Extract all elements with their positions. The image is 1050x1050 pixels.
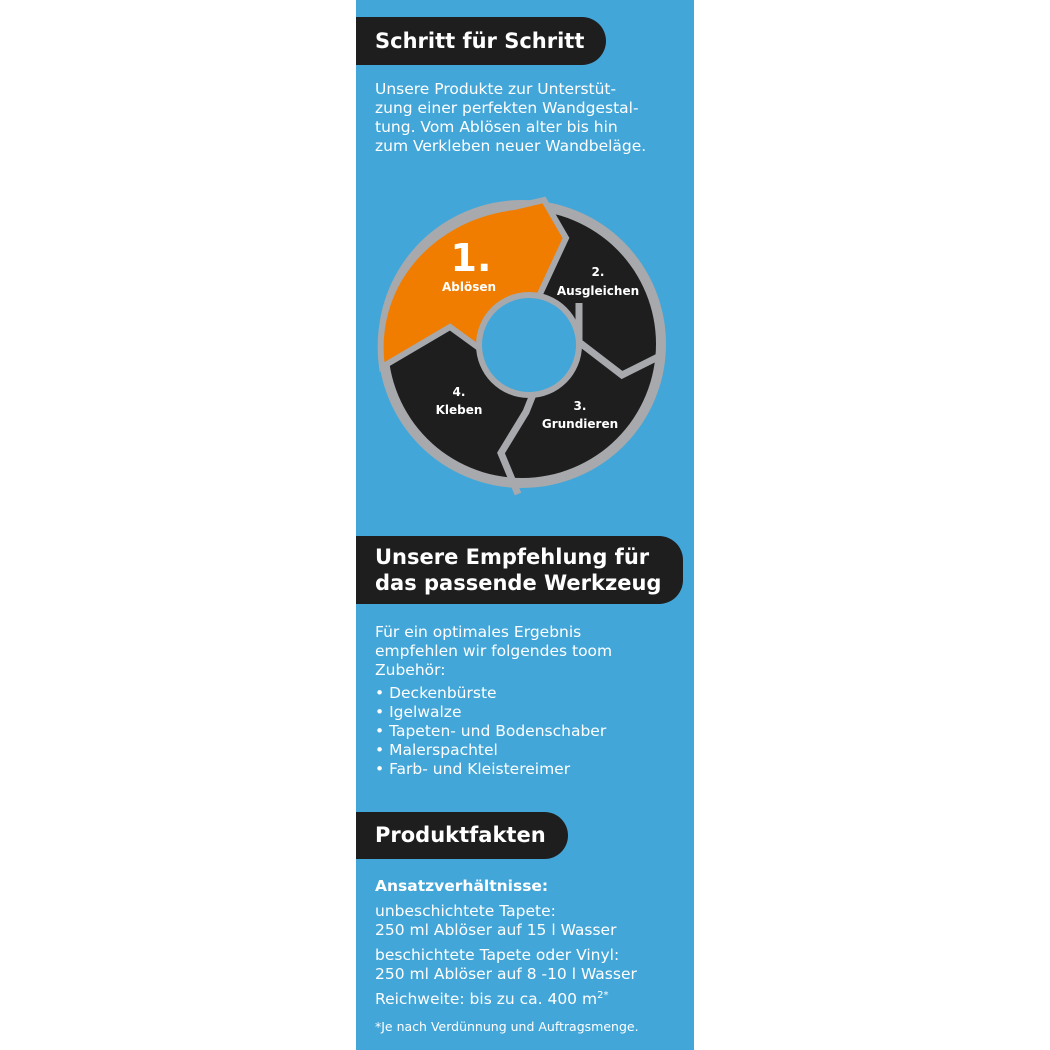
facts-line: unbeschichtete Tapete:: [375, 902, 556, 920]
recommendation-line: Für ein optimales Ergebnis: [375, 623, 582, 641]
section-title-line: das passende Werkzeug: [375, 571, 662, 595]
list-item: • Malerspachtel: [375, 741, 498, 759]
reach-text: Reichweite: bis zu ca. 400 m: [375, 990, 598, 1008]
list-item: • Deckenbürste: [375, 684, 497, 702]
list-item: • Tapeten- und Bodenschaber: [375, 722, 607, 740]
facts-line: 250 ml Ablöser auf 8 -10 l Wasser: [375, 965, 637, 983]
footnote: *Je nach Verdünnung und Auftragsmenge.: [375, 1019, 639, 1034]
facts-line: 250 ml Ablöser auf 15 l Wasser: [375, 921, 617, 939]
intro-text: [375, 80, 646, 156]
recommendation-text: [375, 623, 612, 680]
recommendation-line: Zubehör:: [375, 661, 446, 679]
reach-superscript: 2*: [597, 989, 609, 1001]
tool-list: [375, 684, 606, 779]
section-title-line: Unsere Empfehlung für: [375, 545, 650, 569]
step-4-label: Kleben: [435, 403, 483, 417]
recommendation-line: empfehlen wir folgendes toom: [375, 642, 613, 660]
intro-line: Unsere Produkte zur Unterstüt-: [375, 80, 617, 98]
process-cycle-diagram: [356, 190, 694, 500]
step-1-label: Ablösen: [441, 280, 497, 294]
step-4-number: 4.: [452, 385, 466, 399]
step-2-label: Ausgleichen: [556, 284, 640, 298]
section-title-steps: Schritt für Schritt: [356, 17, 606, 65]
list-item: • Igelwalze: [375, 703, 462, 721]
section-title-facts: Produktfakten: [356, 812, 568, 859]
step-2-number: 2.: [591, 265, 605, 279]
info-panel: [356, 0, 694, 1050]
product-facts: [375, 877, 639, 1036]
facts-reach: [375, 990, 639, 1009]
list-item: • Farb- und Kleistereimer: [375, 760, 571, 778]
intro-line: zum Verkleben neuer Wandbeläge.: [375, 137, 647, 155]
step-3-number: 3.: [573, 399, 587, 413]
facts-heading: Ansatzverhältnisse:: [375, 877, 549, 895]
step-1-number: 1.: [450, 236, 492, 280]
facts-line: beschichtete Tapete oder Vinyl:: [375, 946, 620, 964]
section-title-tools: [356, 536, 683, 604]
intro-line: tung. Vom Ablösen alter bis hin: [375, 118, 618, 136]
intro-line: zung einer perfekten Wandgestal-: [375, 99, 639, 117]
cycle-center: [482, 298, 576, 392]
step-3-label: Grundieren: [541, 417, 619, 431]
